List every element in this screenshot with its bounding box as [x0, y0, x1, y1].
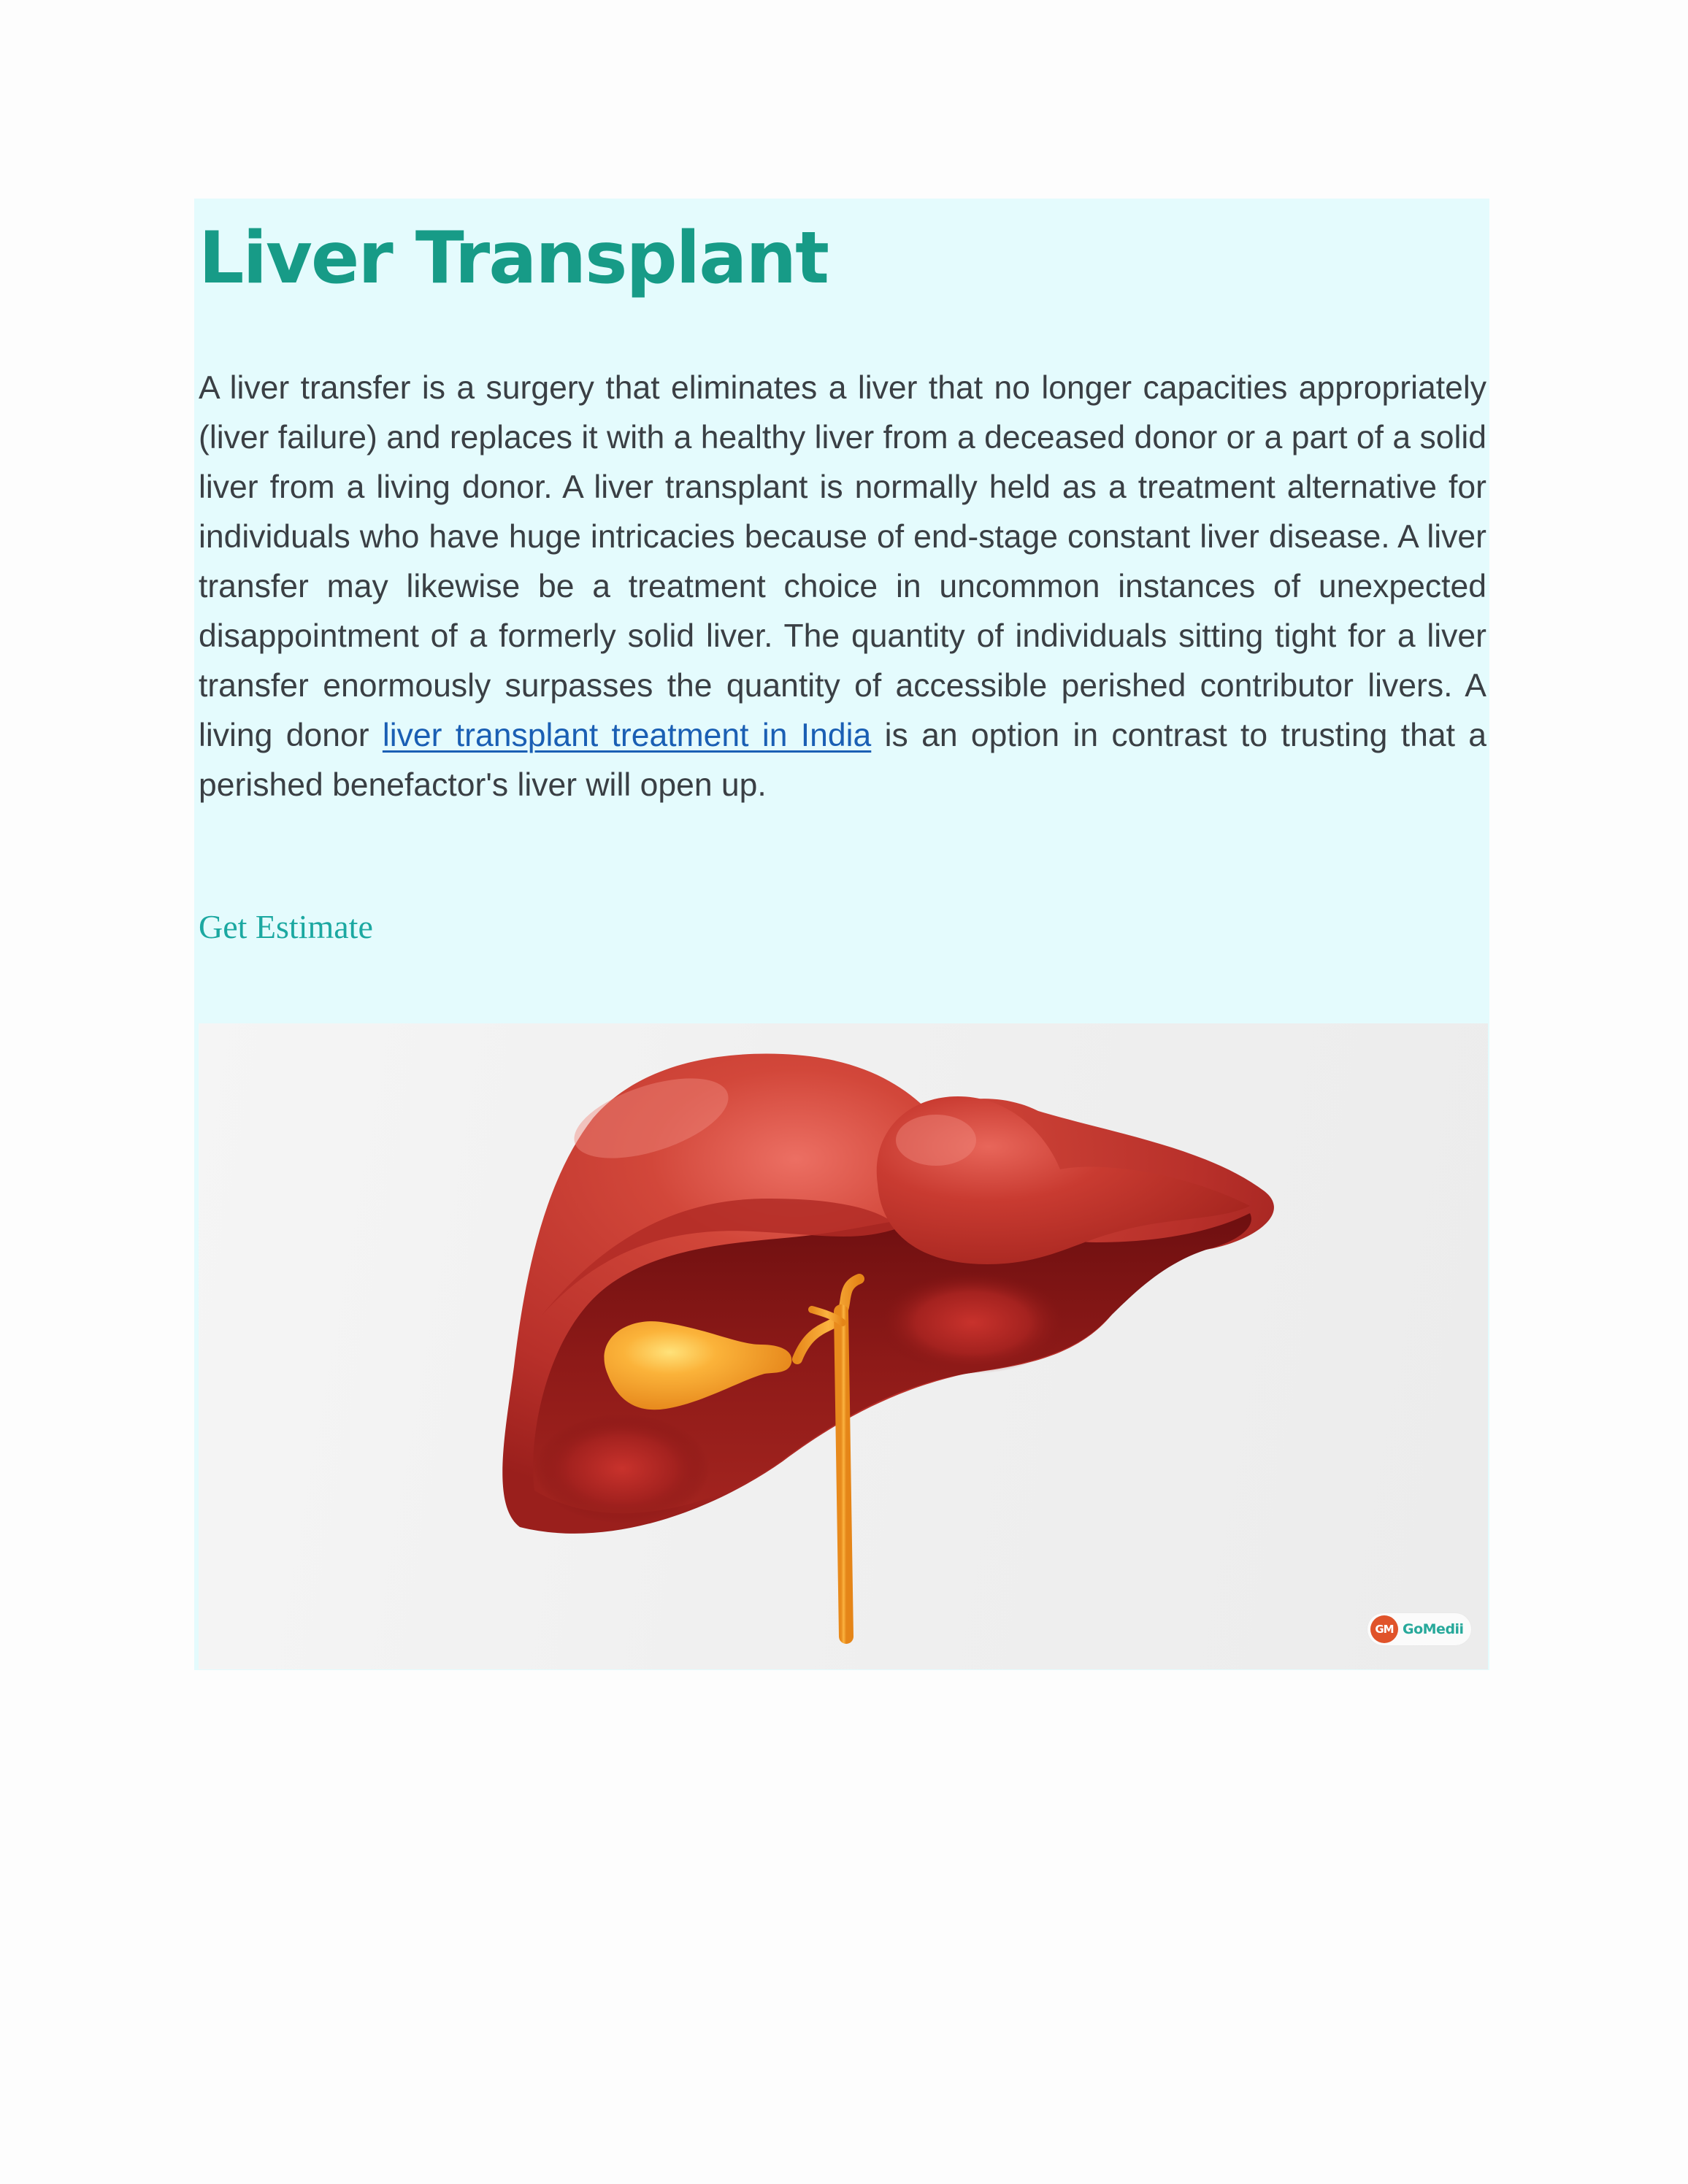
page-title: Liver Transplant [199, 217, 828, 300]
paragraph-text-before-link: A liver transfer is a surgery that eliminates a liver that no longer capacities appropriately (liver failure) and replaces it with a healthy liver from a deceased donor or a part of a solid liver from a living donor. A liver transplant is normally held as a treatment alternative for individuals who have huge intricacies because of end-stage constant liver disease. A liver transfer may likewise be a treatment choice in uncommon instances of unexpected disappointment of a formerly solid liver. The quantity of individuals sitting tight for a liver transfer enormously surpasses the quantity of accessible perished contributor livers. A living donor [199, 370, 1486, 753]
gomedii-logo-icon: GM [1370, 1615, 1398, 1643]
article-container [194, 199, 1489, 1670]
paragraph-text-after-link: is an option in contrast to trusting that a perished benefactor's liver will open up. [199, 718, 1487, 803]
get-estimate-link[interactable]: Get Estimate [199, 908, 373, 945]
gomedii-brand-name: GoMedii [1403, 1621, 1464, 1637]
liver-icon [199, 1023, 1488, 1669]
liver-illustration-image [199, 1023, 1488, 1669]
gomedii-watermark [1367, 1613, 1471, 1645]
article-paragraph [199, 364, 1486, 810]
liver-transplant-india-link[interactable]: liver transplant treatment in India [382, 718, 872, 753]
